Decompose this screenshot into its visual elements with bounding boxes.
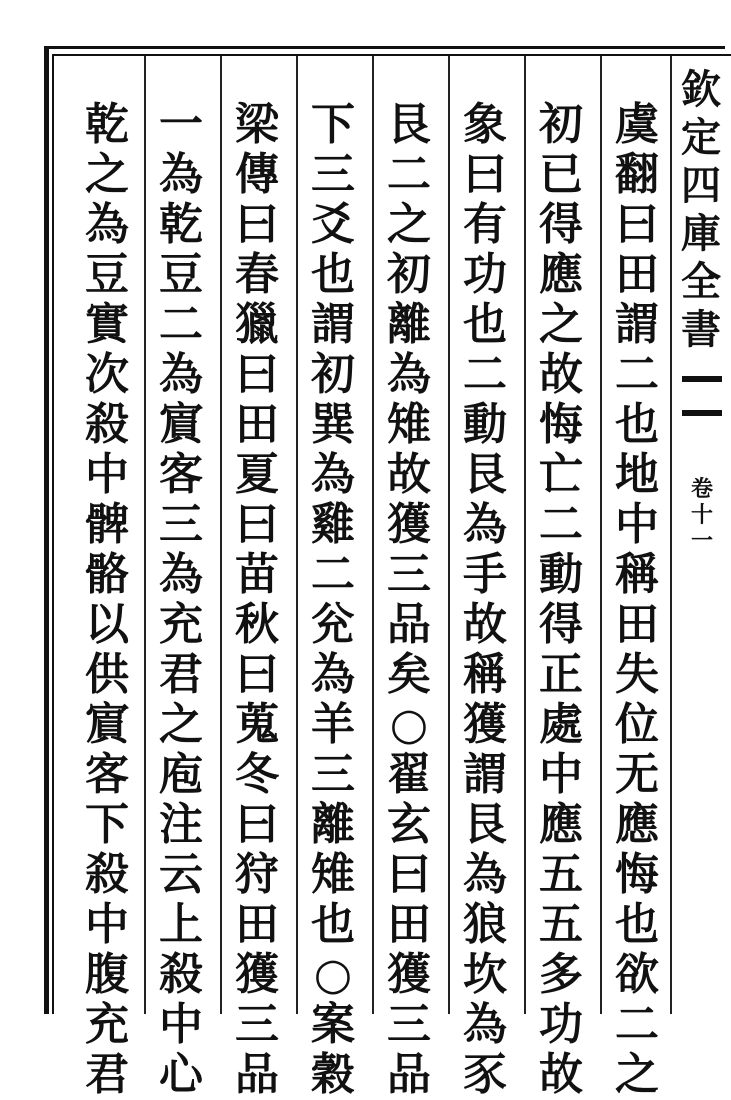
glyph: 羊 xyxy=(311,699,355,750)
glyph: 充 xyxy=(85,999,129,1050)
column-rule xyxy=(220,56,222,1014)
glyph: 動 xyxy=(539,549,583,600)
glyph: 為 xyxy=(159,149,203,200)
glyph: 豆 xyxy=(159,249,203,300)
title-char: 四 xyxy=(681,162,721,209)
glyph: 謂 xyxy=(311,299,355,350)
glyph: 曰 xyxy=(615,199,659,250)
glyph: 虞 xyxy=(615,99,659,150)
glyph: 田 xyxy=(235,899,279,950)
title-char: 全 xyxy=(681,258,721,305)
glyph: 謂 xyxy=(463,749,507,800)
glyph: 也 xyxy=(311,249,355,300)
glyph: 下 xyxy=(311,99,355,150)
glyph: 之 xyxy=(159,699,203,750)
glyph: 一 xyxy=(159,99,203,150)
glyph: 三 xyxy=(387,999,431,1050)
glyph: 獵 xyxy=(235,299,279,350)
glyph: 傳 xyxy=(235,149,279,200)
glyph: 多 xyxy=(539,949,583,1000)
glyph: 已 xyxy=(539,149,583,200)
glyph: 雉 xyxy=(387,399,431,450)
glyph: 也 xyxy=(311,899,355,950)
glyph: 曰 xyxy=(235,649,279,700)
glyph: 功 xyxy=(463,249,507,300)
title-char: 定 xyxy=(681,114,721,161)
glyph: 殺 xyxy=(85,849,129,900)
glyph: 之 xyxy=(85,149,129,200)
glyph: 之 xyxy=(387,199,431,250)
glyph: 獲 xyxy=(387,949,431,1000)
fish-tail-mark xyxy=(682,376,722,416)
glyph: 春 xyxy=(235,249,279,300)
glyph: 中 xyxy=(159,999,203,1050)
glyph: 注 xyxy=(159,799,203,850)
glyph: 矣 xyxy=(387,649,431,700)
glyph: 失 xyxy=(615,649,659,700)
glyph: 中 xyxy=(85,899,129,950)
glyph: 得 xyxy=(539,199,583,250)
glyph: 為 xyxy=(463,849,507,900)
glyph: 品 xyxy=(387,1049,431,1100)
title-char: 庫 xyxy=(681,210,721,257)
glyph: 冬 xyxy=(235,749,279,800)
volume-char: 卷 xyxy=(690,476,713,502)
glyph: 次 xyxy=(85,349,129,400)
glyph: 三 xyxy=(159,499,203,550)
title-char: 欽 xyxy=(681,66,721,113)
glyph: 象 xyxy=(463,99,507,150)
glyph: 下 xyxy=(85,799,129,850)
glyph: 稱 xyxy=(463,649,507,700)
column-rule xyxy=(144,56,146,1014)
glyph: 苗 xyxy=(235,549,279,600)
column-rule xyxy=(600,56,602,1014)
glyph: 為 xyxy=(159,349,203,400)
glyph: 雞 xyxy=(311,499,355,550)
glyph: 故 xyxy=(387,449,431,500)
glyph: 秋 xyxy=(235,599,279,650)
glyph: 云 xyxy=(159,849,203,900)
glyph: 初 xyxy=(387,249,431,300)
glyph: 艮 xyxy=(387,99,431,150)
volume-char: 十 xyxy=(690,502,713,528)
glyph: 曰 xyxy=(235,499,279,550)
glyph: 謂 xyxy=(615,299,659,350)
glyph: 離 xyxy=(311,799,355,850)
glyph: 案 xyxy=(311,999,355,1050)
glyph: 處 xyxy=(539,699,583,750)
glyph: 亡 xyxy=(539,449,583,500)
glyph: 翟 xyxy=(387,749,431,800)
glyph: 五 xyxy=(539,899,583,950)
glyph: 翻 xyxy=(615,149,659,200)
glyph: 无 xyxy=(615,749,659,800)
glyph: 獲 xyxy=(387,499,431,550)
title-char: 書 xyxy=(681,306,721,353)
glyph: 二 xyxy=(615,999,659,1050)
glyph: 賔 xyxy=(159,399,203,450)
glyph: 之 xyxy=(539,299,583,350)
glyph: 初 xyxy=(539,99,583,150)
glyph: 為 xyxy=(311,649,355,700)
glyph: 手 xyxy=(463,549,507,600)
glyph: 品 xyxy=(387,599,431,650)
glyph: 位 xyxy=(615,699,659,750)
glyph: 賔 xyxy=(85,699,129,750)
glyph: 蒐 xyxy=(235,699,279,750)
glyph: 二 xyxy=(463,349,507,400)
section-circle-mark: ○ xyxy=(313,949,353,1000)
glyph: 地 xyxy=(615,449,659,500)
page-margin-column xyxy=(672,56,728,1016)
glyph: 穀 xyxy=(311,1049,355,1100)
section-circle-mark: ○ xyxy=(389,699,429,750)
glyph: 殺 xyxy=(159,949,203,1000)
glyph: 三 xyxy=(311,149,355,200)
glyph: 故 xyxy=(463,599,507,650)
glyph: 田 xyxy=(235,399,279,450)
glyph: 三 xyxy=(311,749,355,800)
glyph: 狼 xyxy=(463,899,507,950)
glyph: 田 xyxy=(387,899,431,950)
glyph: 為 xyxy=(387,349,431,400)
text-column-6 xyxy=(224,99,290,1100)
glyph: 為 xyxy=(311,449,355,500)
glyph: 狩 xyxy=(235,849,279,900)
glyph: 實 xyxy=(85,299,129,350)
glyph: 中 xyxy=(539,749,583,800)
glyph: 艮 xyxy=(463,449,507,500)
glyph: 應 xyxy=(539,249,583,300)
glyph: 悔 xyxy=(615,849,659,900)
glyph: 為 xyxy=(159,549,203,600)
glyph: 獲 xyxy=(463,699,507,750)
glyph: 殺 xyxy=(85,399,129,450)
column-rule xyxy=(524,56,526,1014)
glyph: 君 xyxy=(85,1049,129,1100)
glyph: 以 xyxy=(85,599,129,650)
volume-label xyxy=(682,476,722,554)
text-column-8 xyxy=(74,99,140,1100)
text-column-2 xyxy=(528,99,594,1100)
glyph: 豕 xyxy=(463,1049,507,1100)
text-column-1 xyxy=(604,99,670,1100)
glyph: 為 xyxy=(463,499,507,550)
glyph: 梁 xyxy=(235,99,279,150)
glyph: 應 xyxy=(615,799,659,850)
glyph: 雉 xyxy=(311,849,355,900)
glyph: 骼 xyxy=(85,549,129,600)
column-rule xyxy=(448,56,450,1014)
text-column-4 xyxy=(376,99,442,1100)
glyph: 三 xyxy=(235,999,279,1050)
glyph: 正 xyxy=(539,649,583,700)
glyph: 二 xyxy=(387,149,431,200)
glyph: 中 xyxy=(85,449,129,500)
glyph: 曰 xyxy=(235,799,279,850)
glyph: 巽 xyxy=(311,399,355,450)
glyph: 故 xyxy=(539,349,583,400)
glyph: 品 xyxy=(235,1049,279,1100)
glyph: 曰 xyxy=(387,849,431,900)
glyph: 為 xyxy=(85,199,129,250)
glyph: 二 xyxy=(539,499,583,550)
glyph: 曰 xyxy=(235,349,279,400)
glyph: 充 xyxy=(159,599,203,650)
glyph: 得 xyxy=(539,599,583,650)
glyph: 獲 xyxy=(235,949,279,1000)
glyph: 田 xyxy=(615,249,659,300)
glyph: 也 xyxy=(463,299,507,350)
glyph: 艮 xyxy=(463,799,507,850)
glyph: 中 xyxy=(615,499,659,550)
text-column-3 xyxy=(452,99,518,1100)
glyph: 二 xyxy=(311,549,355,600)
glyph: 上 xyxy=(159,899,203,950)
glyph: 為 xyxy=(463,999,507,1050)
glyph: 三 xyxy=(387,549,431,600)
glyph: 應 xyxy=(539,799,583,850)
glyph: 稱 xyxy=(615,549,659,600)
glyph: 欲 xyxy=(615,949,659,1000)
glyph: 故 xyxy=(539,1049,583,1100)
glyph: 二 xyxy=(615,349,659,400)
glyph: 曰 xyxy=(463,149,507,200)
glyph: 乾 xyxy=(159,199,203,250)
glyph: 髀 xyxy=(85,499,129,550)
glyph: 功 xyxy=(539,999,583,1050)
glyph: 初 xyxy=(311,349,355,400)
glyph: 玄 xyxy=(387,799,431,850)
glyph: 心 xyxy=(159,1049,203,1100)
glyph: 動 xyxy=(463,399,507,450)
glyph: 也 xyxy=(615,899,659,950)
glyph: 田 xyxy=(615,599,659,650)
column-rule xyxy=(372,56,374,1014)
glyph: 乾 xyxy=(85,99,129,150)
glyph: 五 xyxy=(539,849,583,900)
glyph: 離 xyxy=(387,299,431,350)
glyph: 坎 xyxy=(463,949,507,1000)
glyph: 也 xyxy=(615,399,659,450)
glyph: 兊 xyxy=(311,599,355,650)
glyph: 豆 xyxy=(85,249,129,300)
text-column-7 xyxy=(148,99,214,1100)
glyph: 庖 xyxy=(159,749,203,800)
glyph: 客 xyxy=(159,449,203,500)
glyph: 有 xyxy=(463,199,507,250)
glyph: 爻 xyxy=(311,199,355,250)
glyph: 二 xyxy=(159,299,203,350)
glyph: 曰 xyxy=(235,199,279,250)
glyph: 供 xyxy=(85,649,129,700)
glyph: 腹 xyxy=(85,949,129,1000)
glyph: 之 xyxy=(615,1049,659,1100)
glyph: 客 xyxy=(85,749,129,800)
glyph: 悔 xyxy=(539,399,583,450)
column-rule xyxy=(296,56,298,1014)
glyph: 君 xyxy=(159,649,203,700)
glyph: 夏 xyxy=(235,449,279,500)
text-column-5 xyxy=(300,99,366,1100)
collection-title xyxy=(676,66,726,354)
volume-char: 一 xyxy=(690,528,713,554)
